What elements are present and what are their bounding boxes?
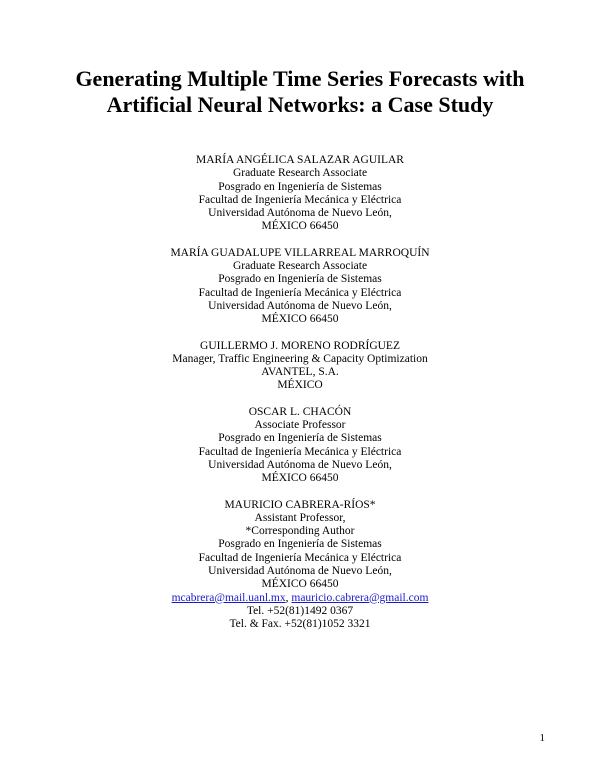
author-emails	[0, 592, 600, 605]
page-number: 1	[539, 732, 545, 744]
author-affiliation: Posgrado en Ingeniería de Sistemas	[218, 180, 382, 193]
author-role: Graduate Research Associate	[232, 260, 368, 273]
author-address: MÉXICO 66450	[261, 472, 339, 485]
title-line: Generating Multiple Time Series Forecasts with	[75, 66, 525, 91]
author-affiliation: Posgrado en Ingeniería de Sistemas	[218, 538, 382, 551]
author-affiliation: Facultad de Ingeniería Mecánica y Eléctrica	[198, 193, 402, 206]
author-address: MÉXICO	[277, 379, 323, 392]
author-block	[0, 154, 600, 234]
author-fax: Tel. & Fax. +52(81)1052 3321	[229, 618, 371, 631]
author-name: MARÍA GUADALUPE VILLARREAL MARROQUÍN	[170, 246, 430, 259]
author-name: OSCAR L. CHACÓN	[248, 405, 352, 418]
author-address: MÉXICO 66450	[261, 220, 339, 233]
title-line: Artificial Neural Networks: a Case Study	[106, 92, 494, 117]
author-affiliation: Universidad Autónoma de Nuevo León,	[208, 299, 392, 312]
author-role: Graduate Research Associate	[232, 167, 368, 180]
author-affiliation: Facultad de Ingeniería Mecánica y Eléctrica	[198, 286, 402, 299]
author-address: MÉXICO 66450	[261, 578, 339, 591]
author-list	[0, 154, 600, 645]
author-block	[0, 499, 600, 632]
author-role: Assistant Professor,	[254, 511, 346, 524]
author-affiliation: Universidad Autónoma de Nuevo León,	[208, 458, 392, 471]
author-affiliation: Universidad Autónoma de Nuevo León,	[208, 207, 392, 220]
author-affiliation: Facultad de Ingeniería Mecánica y Eléctrica	[198, 551, 402, 564]
author-name: GUILLERMO J. MORENO RODRÍGUEZ	[200, 339, 400, 352]
corresponding-author-note: *Corresponding Author	[245, 525, 355, 538]
author-address: MÉXICO 66450	[261, 313, 339, 326]
author-affiliation: Posgrado en Ingeniería de Sistemas	[218, 273, 382, 286]
author-name: MARÍA ANGÉLICA SALAZAR AGUILAR	[196, 154, 404, 166]
author-block	[0, 340, 600, 393]
email-separator: ,	[285, 591, 292, 604]
author-role: Manager, Traffic Engineering & Capacity Optimization	[172, 352, 428, 365]
author-affiliation: Posgrado en Ingeniería de Sistemas	[218, 432, 382, 445]
author-name: MAURICIO CABRERA-RÍOS*	[224, 498, 376, 511]
author-affiliation: Universidad Autónoma de Nuevo León,	[208, 565, 392, 578]
author-role: Associate Professor	[254, 419, 346, 432]
author-affiliation: AVANTEL, S.A.	[261, 366, 339, 379]
paper-title	[0, 66, 600, 118]
email-link[interactable]: mauricio.cabrera@gmail.com	[291, 591, 429, 604]
author-affiliation: Facultad de Ingeniería Mecánica y Eléctrica	[198, 445, 402, 458]
author-block	[0, 406, 600, 486]
email-link[interactable]: mcabrera@mail.uanl.mx	[171, 591, 286, 604]
author-block	[0, 247, 600, 327]
author-phone: Tel. +52(81)1492 0367	[246, 604, 354, 617]
